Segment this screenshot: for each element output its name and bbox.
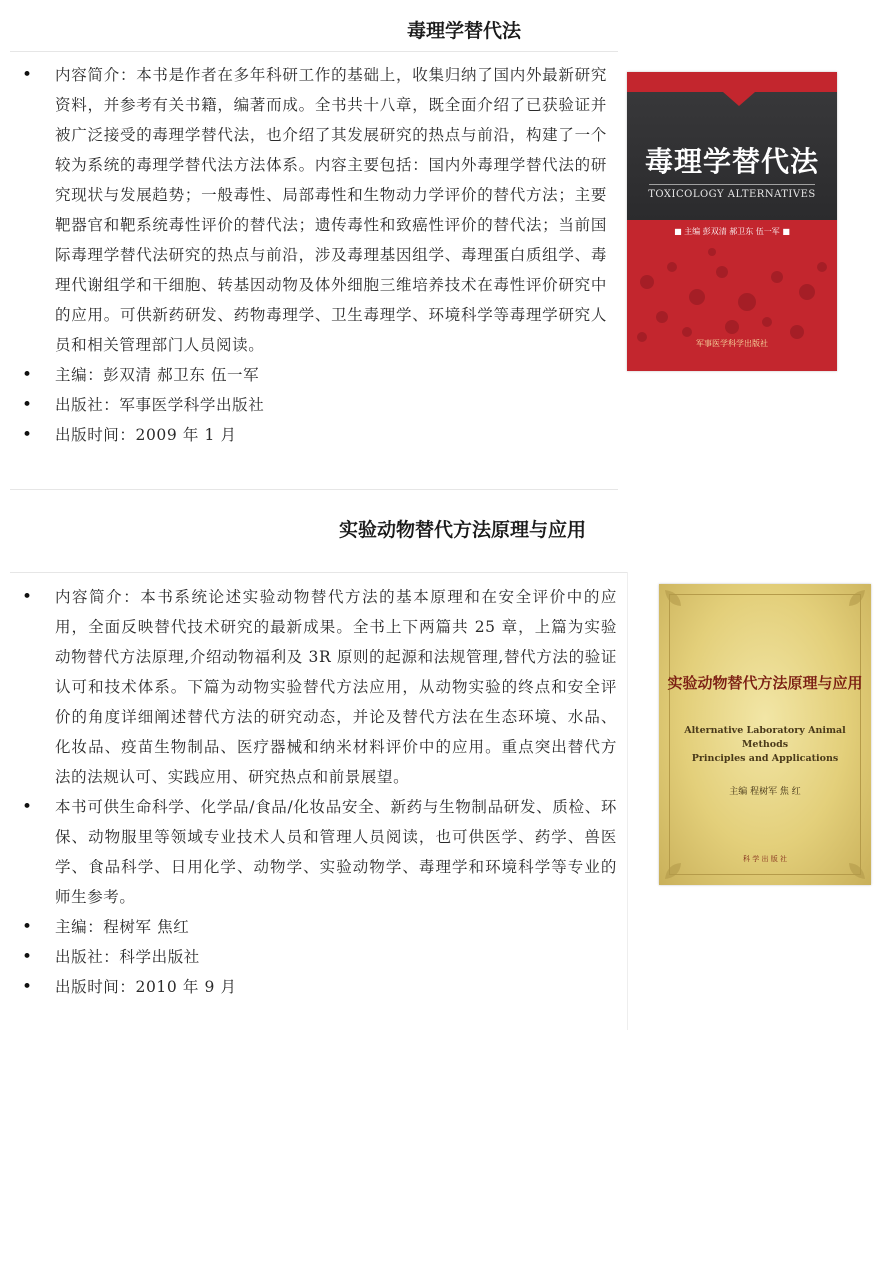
divider bbox=[10, 572, 628, 573]
corner-ornament-icon bbox=[833, 588, 867, 622]
corner-ornament-icon bbox=[663, 847, 697, 881]
cover-publisher: 科 学 出 版 社 bbox=[743, 855, 787, 863]
cover-title: 毒理学替代法 bbox=[644, 145, 819, 178]
cover-editors: ■ 主编 彭双清 郝卫东 伍一军 ■ bbox=[674, 227, 790, 236]
book-audience: • 本书可供生命科学、化学品/食品/化妆品安全、新药与生物制品研发、质检、环保、动物服里等领域专业技术人员和管理人员阅读，也可供医学、药学、兽医学、食品科学、日用化学、动物学、实验动物学、毒理学和环境科学等专业的师生参考。 bbox=[12, 792, 617, 912]
cover-subtitle bbox=[669, 724, 861, 766]
cover-publisher: 军事医学科学出版社 bbox=[696, 339, 768, 348]
cover-rule bbox=[649, 184, 815, 185]
cover-title: 实验动物替代方法原理与应用 bbox=[667, 674, 863, 692]
cover-subtitle-line: Alternative Laboratory Animal Methods bbox=[684, 725, 846, 750]
book-editors: • 主编：程树军 焦红 bbox=[12, 912, 617, 942]
book-cover-image bbox=[659, 584, 871, 885]
divider bbox=[10, 51, 618, 52]
corner-ornament-icon bbox=[833, 847, 867, 881]
cover-red-band bbox=[627, 72, 837, 92]
book-cover-image bbox=[627, 72, 837, 371]
book-publisher: • 出版社：军事医学科学出版社 bbox=[12, 390, 607, 420]
book-title: 实验动物替代方法原理与应用 bbox=[339, 519, 587, 541]
book-description: • 内容简介：本书是作者在多年科研工作的基础上，收集归纳了国内外最新研究资料，并参考有关书籍，编著而成。全书共十八章，既全面介绍了已获验证并被广泛接受的毒理学替代法，也介绍了其发展研究的热点与前沿，构建了一个较为系统的毒理学替代法方法体系。内容主要包括：国内外毒理学替代法的研究现状与发展趋势；一般毒性、局部毒性和生物动力学评价的替代方法；主要靶器官和靶系统毒性评价的替代法；遗传毒性和致癌性评价的替代法；当前国际毒理学替代法研究的热点与前沿，涉及毒理基因组学、毒理蛋白质组学、毒理代谢组学和干细胞、转基因动物及体外细胞三维培养技术在毒性评价研究中的应用。可供新药研发、药物毒理学、卫生毒理学、环境科学等毒理学研究人员和相关管理部门人员阅读。 bbox=[12, 60, 607, 360]
divider bbox=[10, 489, 618, 490]
divider-vertical bbox=[627, 572, 628, 1030]
cover-subtitle: TOXICOLOGY ALTERNATIVES bbox=[648, 189, 816, 200]
book-details-list bbox=[12, 582, 617, 1002]
book-publish-date: • 出版时间：2009 年 1 月 bbox=[12, 420, 607, 450]
book-details-list bbox=[12, 60, 607, 450]
cell-pattern-illustration bbox=[627, 242, 837, 371]
cover-notch bbox=[723, 92, 755, 106]
book-title: 毒理学替代法 bbox=[407, 20, 522, 42]
book-publisher: • 出版社：科学出版社 bbox=[12, 942, 617, 972]
book-description: • 内容简介：本书系统论述实验动物替代方法的基本原理和在安全评价中的应用，全面反映替代技术研究的最新成果。全书上下两篇共 25 章，上篇为实验动物替代方法原理,介绍动物福利及 3R 原则的起源和法规管理,替代方法的验证认可和技术体系。下篇为动物实验替代方法应用，从动物实验的终点和安全评价的角度详细阐述替代方法的研究动态，并论及替代方法在生态环境、水品、化妆品、疫苗生物制品、医疗器械和纳米材料评价中的应用。重点突出替代方法的法规认可、实践应用、研究热点和前景展望。 bbox=[12, 582, 617, 792]
book-editors: • 主编：彭双清 郝卫东 伍一军 bbox=[12, 360, 607, 390]
cover-editors: 主编 程树军 焦 红 bbox=[729, 787, 801, 797]
cover-subtitle-line: Principles and Applications bbox=[691, 753, 839, 764]
corner-ornament-icon bbox=[663, 588, 697, 622]
book-publish-date: • 出版时间：2010 年 9 月 bbox=[12, 972, 617, 1002]
